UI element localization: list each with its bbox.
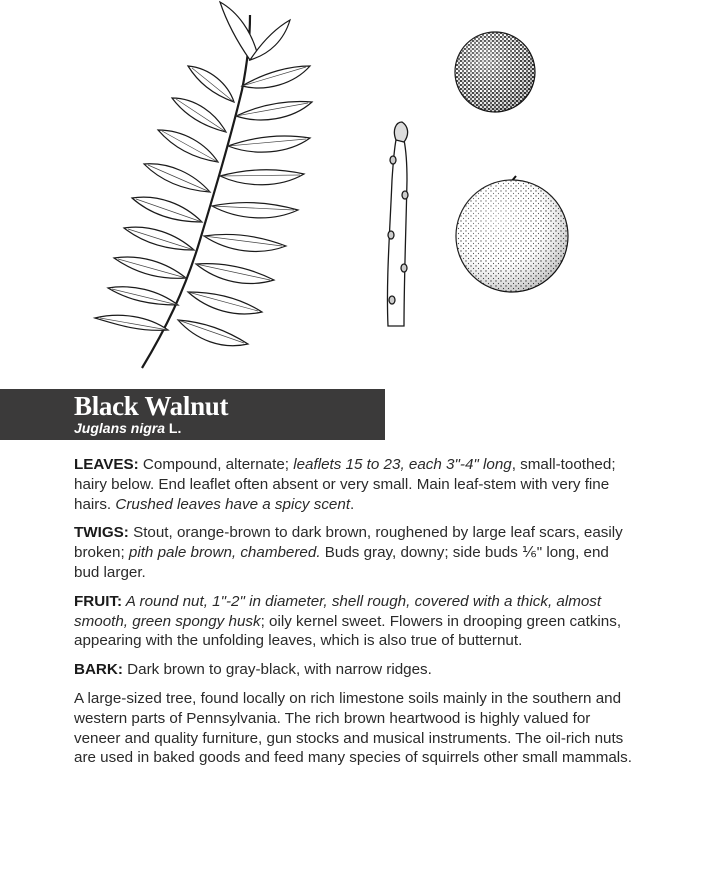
title-bar (0, 389, 385, 440)
author-abbrev: L. (168, 420, 182, 436)
compound-leaf-drawing (95, 2, 312, 368)
description-content (74, 455, 634, 777)
fruit-label: FRUIT: (74, 592, 123, 610)
botanical-illustration (0, 0, 703, 380)
twigs-label: TWIGS: (74, 524, 129, 542)
leaves-paragraph (74, 455, 634, 514)
walnut-husk-drawing (456, 176, 568, 292)
common-name: Black Walnut (74, 391, 229, 421)
general-description: A large-sized tree, found locally on rich limestone soils mainly in the southern and western parts of Pennsylvania. The rich brown heartwood is highly valued for veneer and quality furniture, gun stocks and musical instruments. The oil-rich nuts are used in baked goods and feed many species of squirrels other small mammals. (74, 689, 632, 767)
fruit-italic-1: A round nut, 1"-2" in diameter, shell rough, covered with a thick, almost smooth, green spongy husk (74, 592, 602, 630)
twig-drawing (387, 122, 408, 326)
twigs-text-2: Buds gray, downy; side buds ⅙" long, end bud larger. (74, 544, 609, 581)
twigs-paragraph (74, 523, 634, 582)
bark-paragraph (74, 660, 634, 680)
leaves-italic-2: Crushed leaves have a spicy scent (115, 495, 351, 513)
leaves-text-1: Compound, alternate; (138, 456, 294, 473)
leaves-text-3: . (350, 495, 355, 513)
fruit-paragraph (74, 592, 634, 651)
bark-label: BARK: (74, 661, 123, 679)
bark-text-1: Dark brown to gray-black, with narrow ridges. (122, 661, 432, 679)
twigs-italic-1: pith pale brown, chambered. (128, 544, 321, 562)
scientific-name: Juglans nigra (74, 420, 166, 436)
walnut-shell-drawing (455, 32, 535, 112)
leaves-italic-1: leaflets 15 to 23, each 3"-4" long (293, 456, 512, 473)
twigs-text-1: Stout, orange-brown to dark brown, roughened by large leaf scars, easily broken; (74, 524, 623, 562)
leaves-label: LEAVES: (74, 456, 139, 473)
fruit-text-1: ; oily kernel sweet. Flowers in drooping green catkins, appearing with the unfolding leaves, which is also true of butternut. (74, 612, 622, 650)
scientific-name-line (74, 420, 181, 436)
leaves-text-2: , small-toothed; hairy below. End leaflet often absent or very small. Main leaf-stem with very fine hairs. (74, 456, 616, 513)
